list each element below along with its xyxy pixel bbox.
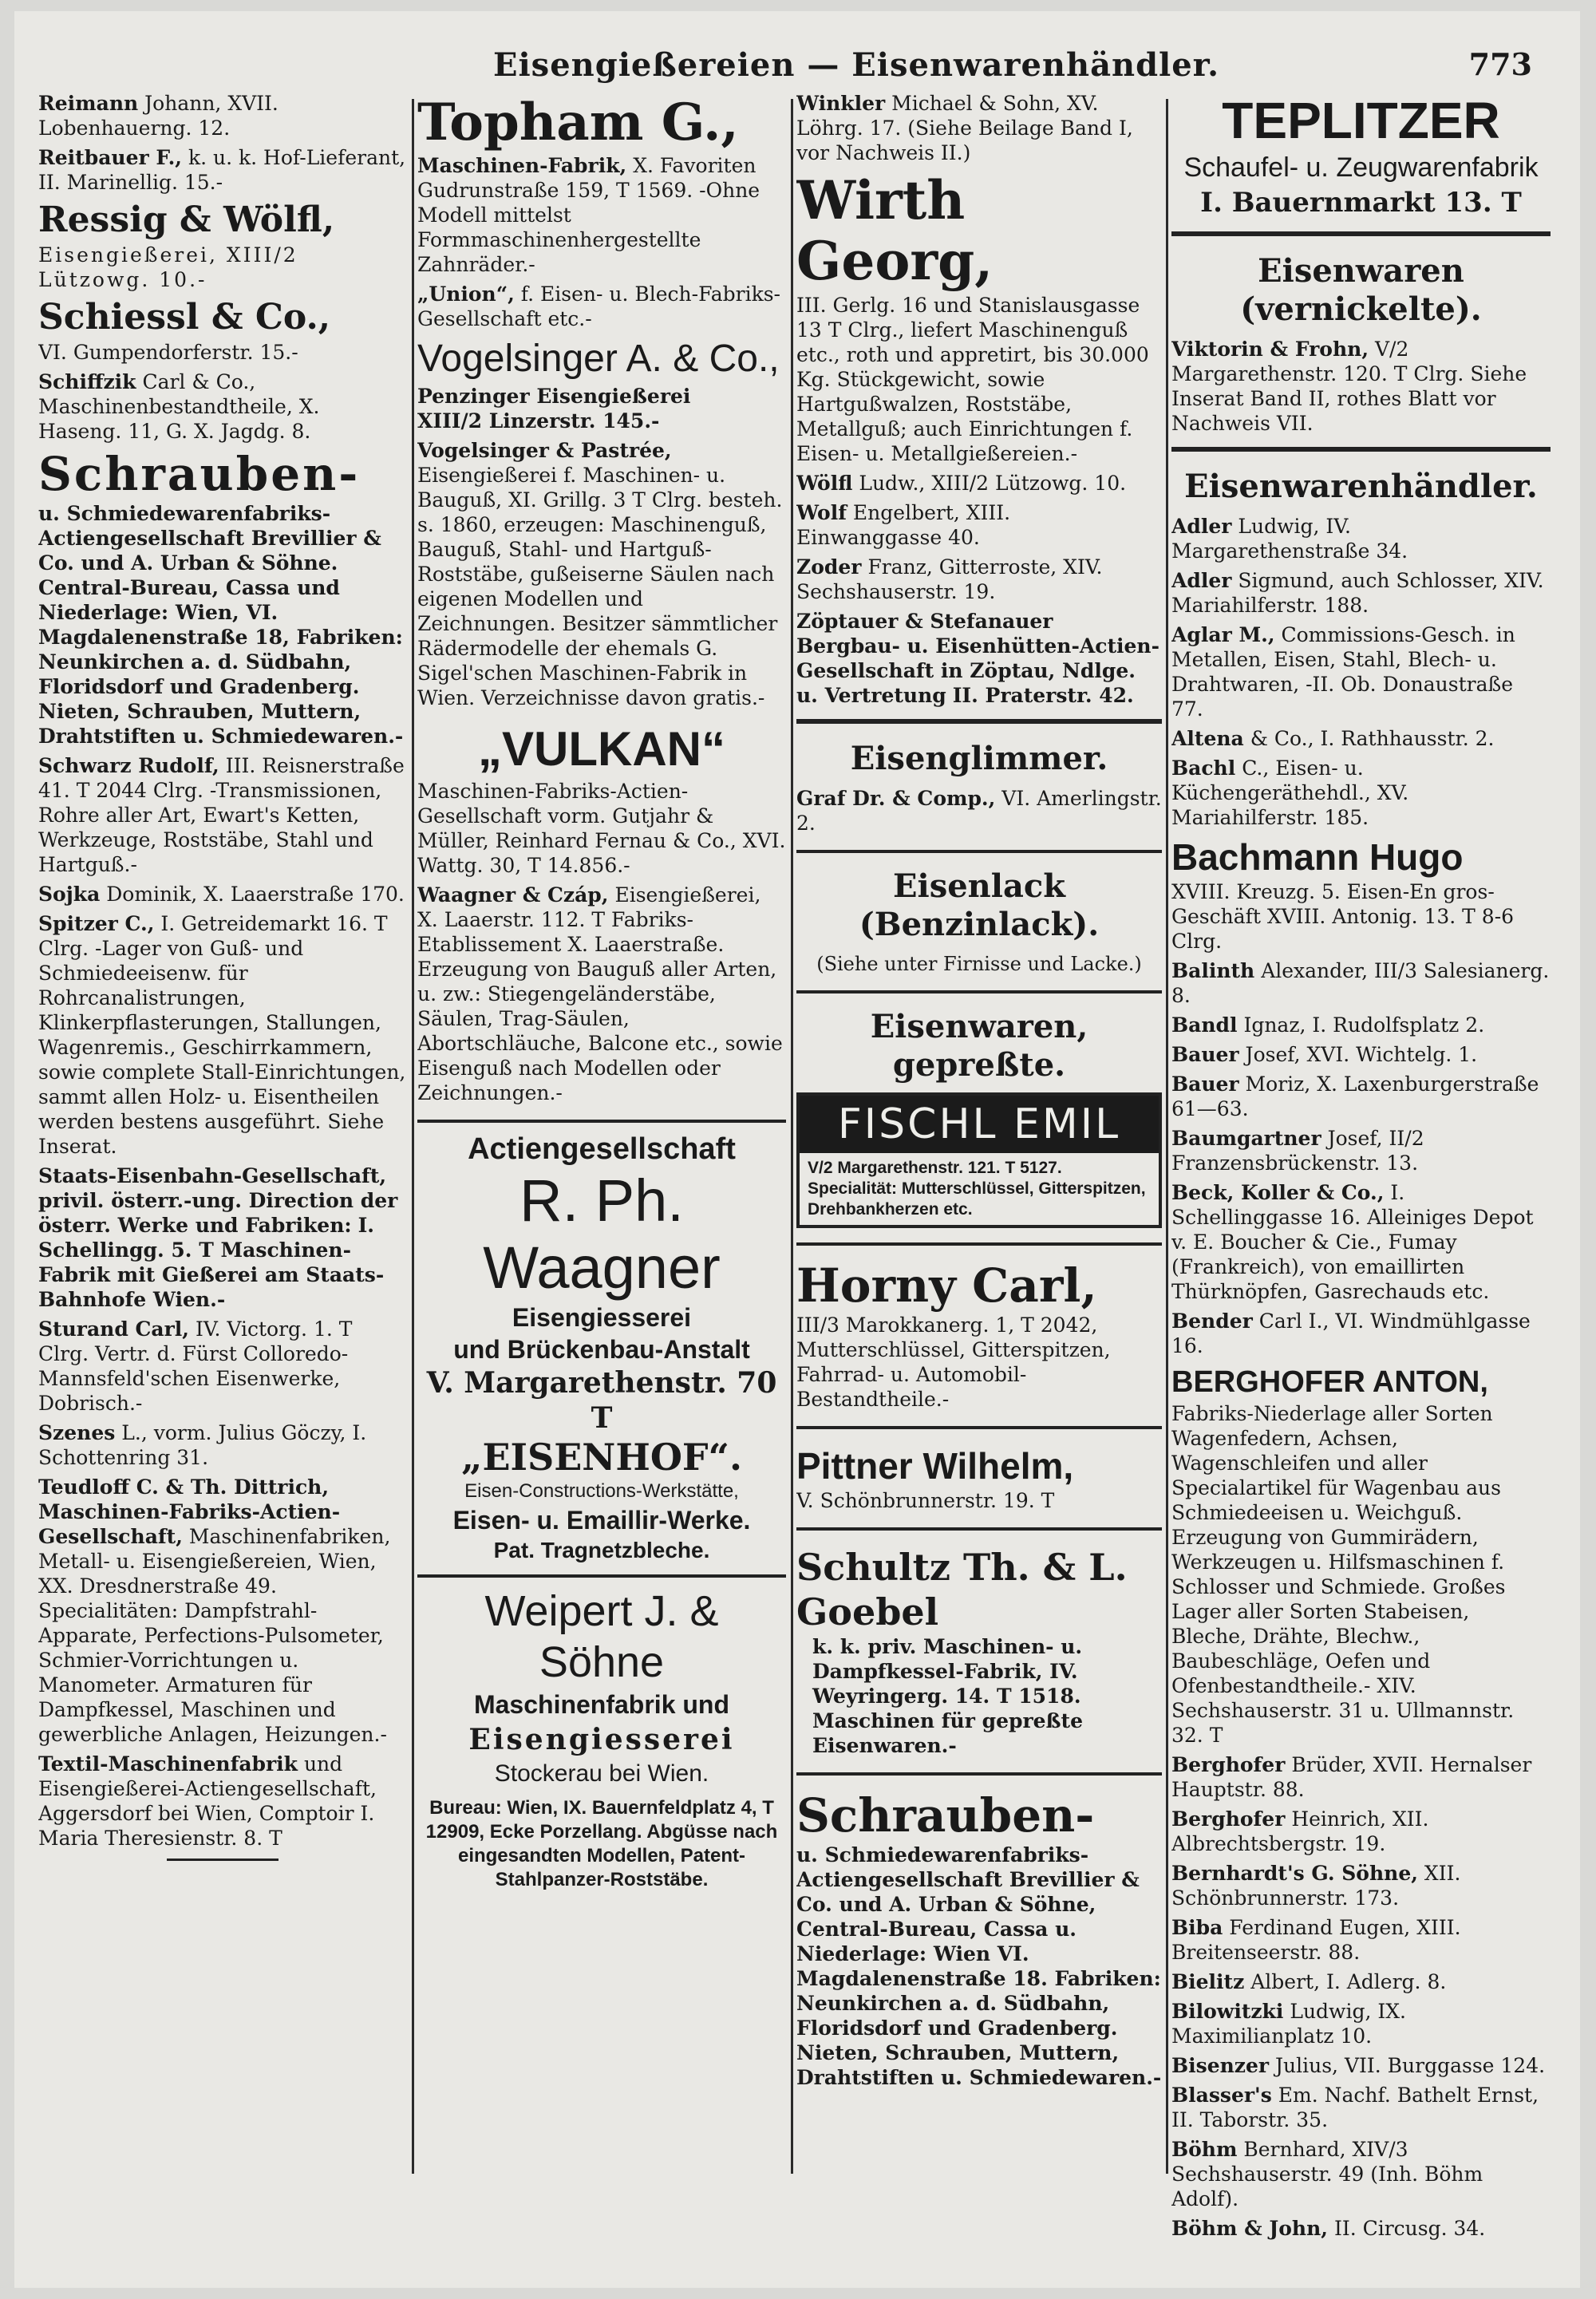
directory-page (14, 11, 1580, 2288)
page-number: 773 (1468, 46, 1532, 82)
list-item: Reitbauer F., k. u. k. Hof-Lieferant, II. Marinellig. 15.- (38, 146, 406, 194)
ad-line: V/2 Margarethenstr. 121. T 5127. Specialität: Mutterschlüssel, Gitterspitzen, Drehbankherzen etc. (808, 1159, 1146, 1219)
list-item: Bauer Moriz, X. Laxenburgerstraße 61—63. (1171, 1072, 1539, 1120)
list-item: Wölfl Ludw., XIII/2 Lützowg. 10. (796, 472, 1127, 495)
section-heading: Eisenlack (Benzinlack). (859, 867, 1100, 943)
divider (796, 1426, 1162, 1429)
list-item: Zoder Franz, Gitterroste, XIV. Sechshauserstr. 19. (796, 555, 1103, 603)
company-heading: Schiessl & Co., (38, 297, 331, 338)
running-title: Eisengießereien — Eisenwarenhändler. (493, 46, 1220, 84)
list-item: Berghofer Heinrich, XII. Albrechtsbergstr. 19. (1171, 1807, 1429, 1855)
ad-line: „EISENHOF“. (460, 1436, 743, 1479)
list-item: III. Gerlg. 16 und Stanislausgasse 13 T Clrg., liefert Maschinenguß etc., roth und appretirt, bis 30.000 Kg. Stückgewicht, sowie Hartgußwalzen, Roststäbe, Metallguß; auch Einrichtungen f. Eisen- u. Metallgießereien.- (796, 294, 1149, 465)
ad-line: Maschinenfabrik und (473, 1690, 730, 1719)
ad-line: Stockerau bei Wien. (494, 1760, 709, 1787)
ad-line: I. Bauernmarkt 13. T (1200, 187, 1522, 219)
ad-line: R. Ph. Waagner (483, 1167, 721, 1301)
ad-line: V. Margarethenstr. 70 T (426, 1366, 777, 1435)
list-item: Winkler Michael & Sohn, XV. Löhrg. 17. (Siehe Beilage Band I, vor Nachweis II.) (796, 92, 1133, 164)
ad-line: Bureau: Wien, IX. Bauernfeldplatz 4, T 12909, Ecke Porzellang. Abgüsse nach eingesandten Modellen, Patent-Stahlpanzer-Roststäbe. (425, 1797, 778, 1890)
ad-line: Eisengiesserei (468, 1723, 735, 1756)
list-item: Bachl C., Eisen- u. Küchengeräthehdl., XV. Mariahilferstr. 185. (1171, 756, 1409, 829)
list-item: III/3 Marokkanerg. 1, T 2042, Mutterschlüssel, Gitterspitzen, Fahrrad- u. Automobil-Bestandtheile.- (796, 1313, 1111, 1411)
ad-line: Pat. Tragnetzbleche. (493, 1538, 710, 1562)
list-item: Fabriks-Niederlage aller Sorten Wagenfedern, Achsen, Wagenschleifen und aller Specialartikel für Wagenbau aus Schmiedeeisen u. Weichguß. Erzeugung von Gummirädern, Werkzeugen u. Hilfsmaschinen f. Schlosser und Schmiede. Großes Lager aller Sorten Stabeisen, Bleche, Drähte, Blechw., Baubeschläge, Oefen und Ofenbestandtheile.- XIV. Sechshauserstr. 31 u. Ullmannstr. 32. T (1171, 1402, 1515, 1747)
company-heading: „VULKAN“ (478, 722, 725, 776)
column-rule (1166, 99, 1168, 2174)
page-header (14, 40, 1580, 88)
advertisement-fischl (796, 1092, 1162, 1228)
list-item: Bisenzer Julius, VII. Burggasse 124. (1171, 2054, 1546, 2077)
column-4 (1171, 91, 1551, 2246)
list-item: Sojka Dominik, X. Laaerstraße 170. (38, 883, 405, 906)
company-heading: Vogelsinger A. & Co., (417, 338, 780, 380)
divider (796, 990, 1162, 993)
list-item: Vogelsinger & Pastrée, Eisengießerei f. Maschinen- u. Bauguß, XI. Grillg. 3 T Clrg. besteh. s. 1860, erzeugen: Maschinenguß, Bauguß, Stahl- und Hartguß-Roststäbe, gußeiserne Säulen nach eigenen Modellen und Zeichnungen. Besitzer sämmtlicher Rädermodelle der ehemals G. Sigel'schen Maschinen-Fabrik in Wien. Verzeichnisse davon gratis.- (417, 439, 783, 709)
column-rule (412, 99, 414, 2174)
ad-line: Eisen- u. Emaillir-Werke. (452, 1506, 751, 1535)
company-heading: Schrauben- (38, 447, 361, 501)
divider (796, 850, 1162, 853)
list-item: Altena & Co., I. Rathhausstr. 2. (1171, 727, 1495, 750)
list-item: Eisengießerei, XIII/2 Lützowg. 10.- (38, 243, 298, 291)
list-item: Schwarz Rudolf, III. Reisnerstraße 41. T 2044 Clrg. -Transmissionen, Rohre aller Art, Ewart's Ketten, Werkzeuge, Roststäbe, Stahl und Hartguß.- (38, 754, 405, 876)
list-item: Bender Carl I., VI. Windmühlgasse 16. (1171, 1309, 1531, 1357)
list-item: Berghofer Brüder, XVII. Hernalser Hauptstr. 88. (1171, 1753, 1532, 1801)
list-item: k. k. priv. Maschinen- u. Dampfkessel-Fabrik, IV. Weyringerg. 14. T 1518. Maschinen für gepreßte Eisenwaren.- (812, 1635, 1084, 1757)
list-item: V. Schönbrunnerstr. 19. T (796, 1489, 1055, 1512)
company-heading: Wirth Georg, (796, 169, 994, 292)
list-item: Blasser's Em. Nachf. Bathelt Ernst, II. Taborstr. 35. (1171, 2084, 1539, 2131)
list-item: Waagner & Czáp, Eisengießerei, X. Laaerstr. 112. T Fabriks-Etablissement X. Laaerstraße. Erzeugung von Bauguß aller Arten, u. zw.: Stiegengeländerstäbe, Säulen, Trag-Säulen, Abortschläuche, Balcone etc., sowie Eisenguß nach Modellen oder Zeichnungen.- (417, 883, 783, 1104)
list-item: XVIII. Kreuzg. 5. Eisen-En gros-Geschäft XVIII. Antonig. 13. T 8-6 Clrg. (1171, 880, 1515, 953)
list-item: Bernhardt's G. Söhne, XII. Schönbrunnerstr. 173. (1171, 1862, 1461, 1910)
list-item: u. Schmiedewarenfabriks-Actiengesellschaft Brevillier & Co. und A. Urban & Söhne. Central-Bureau, Cassa und Niederlage: Wien, VI. Magdalenenstraße 18, Fabriken: Neunkirchen a. d. Südbahn, Floridsdorf und Gradenberg. Nieten, Schrauben, Muttern, Drahtstiften u. Schmiedewaren.- (38, 502, 404, 748)
list-item: Bilowitzki Ludwig, IX. Maximilianplatz 10. (1171, 2000, 1406, 2048)
list-item: Bauer Josef, XVI. Wichtelg. 1. (1171, 1043, 1478, 1066)
list-item: Balinth Alexander, III/3 Salesianerg. 8. (1171, 959, 1550, 1007)
company-heading: BERGHOFER ANTON, (1171, 1365, 1488, 1399)
list-item: „Union“, f. Eisen- u. Blech-Fabriks-Gesellschaft etc.- (417, 282, 781, 330)
list-item: Teudloff C. & Th. Dittrich, Maschinen-Fabriks-Actien-Gesellschaft, Maschinenfabriken, Metall- u. Eisengießereien, Wien, XX. Dresdnerstraße 49. Specialitäten: Dampfstrahl-Apparate, Perfections-Pulsometer, Schmier-Vorrichtungen u. Manometer. Armaturen für Dampfkessel, Maschinen und gewerbliche Anlagen, Heizungen.- (38, 1475, 391, 1746)
advertisement-weipert (417, 1574, 786, 1892)
list-item: Szenes L., vorm. Julius Göczy, I. Schottenring 31. (38, 1421, 367, 1469)
divider (167, 1859, 279, 1861)
ad-line: Weipert J. & Söhne (484, 1587, 719, 1686)
column-2 (417, 91, 786, 2246)
company-heading: Horny Carl, (796, 1258, 1097, 1313)
company-heading: TEPLITZER (1222, 92, 1500, 149)
section-heading: Eisenwaren, gepreßte. (870, 1008, 1088, 1084)
list-item: Penzinger Eisengießerei XIII/2 Linzerstr. 145.- (417, 385, 691, 433)
company-heading: Pittner Wilhelm, (796, 1445, 1074, 1487)
ad-line: FISCHL EMIL (800, 1096, 1159, 1153)
list-item: Adler Sigmund, auch Schlosser, XIV. Mariahilferstr. 188. (1171, 569, 1544, 617)
list-item: u. Schmiedewarenfabriks-Actiengesellschaft Brevillier & Co. und A. Urban & Söhne, Central-Bureau, Cassa u. Niederlage: Wien VI. Magdalenenstraße 18. Fabriken: Neunkirchen a. d. Südbahn, Floridsdorf und Gradenberg. Nieten, Schrauben, Muttern, Drahtstiften u. Schmiedewaren.- (796, 1843, 1162, 2089)
column-3 (796, 91, 1162, 2246)
list-item: Wolf Engelbert, XIII. Einwanggasse 40. (796, 501, 1011, 549)
ad-line: und Brückenbau-Anstalt (453, 1335, 750, 1364)
divider (1171, 447, 1551, 452)
section-heading: Eisenwaren (vernickelte). (1240, 252, 1482, 328)
divider (796, 1242, 1162, 1246)
list-item: Biba Ferdinand Eugen, XIII. Breitenseerstr. 88. (1171, 1916, 1461, 1964)
list-item: Viktorin & Frohn, V/2 Margarethenstr. 120. T Clrg. Siehe Inserat Band II, rothes Blatt vor Nachweis VII. (1171, 338, 1527, 435)
divider (796, 1772, 1162, 1776)
ad-line: Eisengiesserei (512, 1303, 692, 1332)
list-item: Maschinen-Fabrik, X. Favoriten Gudrunstraße 159, T 1569. -Ohne Modell mittelst Formmaschinenhergestellte Zahnräder.- (417, 154, 760, 276)
list-item: Adler Ludwig, IV. Margarethenstraße 34. (1171, 515, 1408, 563)
list-item: Aglar M., Commissions-Gesch. in Metallen, Eisen, Stahl, Blech- u. Drahtwaren, -II. Ob. Donaustraße 77. (1171, 623, 1515, 721)
list-item: Bandl Ignaz, I. Rudolfsplatz 2. (1171, 1013, 1485, 1037)
list-item: Baumgartner Josef, II/2 Franzensbrückenstr. 13. (1171, 1127, 1424, 1175)
list-item: Zöptauer & Stefanauer Bergbau- u. Eisenhütten-Actien-Gesellschaft in Zöptau, Ndlge. u. Vertretung II. Praterstr. 42. (796, 610, 1159, 707)
list-item: Sturand Carl, IV. Victorg. 1. T Clrg. Vertr. d. Fürst Colloredo-Mannsfeld'schen Eisenwerke, Dobrisch.- (38, 1317, 353, 1415)
ad-line: Schaufel- u. Zeugwarenfabrik (1183, 152, 1539, 183)
column-1 (38, 91, 407, 2246)
list-item: Bielitz Albert, I. Adlerg. 8. (1171, 1970, 1447, 1993)
ad-line: Eisen-Constructions-Werkstätte, (464, 1480, 739, 1502)
company-heading: Ressig & Wölfl, (38, 199, 335, 240)
column-rule (791, 99, 793, 2174)
company-heading: Schrauben- (796, 1788, 1095, 1843)
advertisement-waagner (417, 1120, 786, 1565)
list-item: Reimann Johann, XVII. Lobenhauerng. 12. (38, 92, 279, 140)
divider (1171, 231, 1551, 236)
list-item: Textil-Maschinenfabrik und Eisengießerei-Actiengesellschaft, Aggersdorf bei Wien, Comptoir I. Maria Theresienstr. 8. T (38, 1752, 377, 1850)
list-item: VI. Gumpendorferstr. 15.- (38, 341, 298, 364)
company-heading: Bachmann Hugo (1171, 836, 1464, 878)
list-item: Beck, Koller & Co., I. Schellinggasse 16. Alleiniges Depot v. E. Boucher & Cie., Fumay (Frankreich), von emaillirten Thürknöpfen, Gasrechauds etc. (1171, 1181, 1534, 1303)
list-item: Staats-Eisenbahn-Gesellschaft, privil. österr.-ung. Direction der österr. Werke und Fabriken: I. Schellingg. 5. T Maschinen-Fabrik mit Gießerei am Staats-Bahnhofe Wien.- (38, 1164, 398, 1311)
section-note: (Siehe unter Firnisse und Lacke.) (816, 953, 1142, 975)
company-heading: Schultz Th. & L. Goebel (796, 1546, 1128, 1633)
section-heading: Eisenglimmer. (850, 740, 1108, 777)
section-heading: Eisenwarenhändler. (1184, 468, 1538, 505)
list-item: Schiffzik Carl & Co., Maschinenbestandtheile, X. Haseng. 11, G. X. Jagdg. 8. (38, 370, 320, 443)
list-item: Böhm & John, II. Circusg. 34. (1171, 2217, 1486, 2240)
divider (796, 1527, 1162, 1531)
divider (796, 719, 1162, 724)
list-item: Spitzer C., I. Getreidemarkt 16. T Clrg. -Lager von Guß- und Schmiedeeisenw. für Rohrcanalistrungen, Klinkerpflasterungen, Stallungen, Wagenremis., Geschirrkammern, sowie complete Stall-Einrichtungen, sammt allen Holz- u. Eisentheilen werden bestens ausgeführt. Siehe Inserat. (38, 912, 406, 1158)
list-item: Böhm Bernhard, XIV/3 Sechshauserstr. 49 (Inh. Böhm Adolf). (1171, 2138, 1483, 2210)
list-item: Maschinen-Fabriks-Actien-Gesellschaft vorm. Gutjahr & Müller, Reinhard Fernau & Co., XVI. Wattg. 30, T 14.856.- (417, 780, 786, 877)
ad-line: Actiengesellschaft (468, 1132, 736, 1166)
list-item: Graf Dr. & Comp., VI. Amerlingstr. 2. (796, 787, 1162, 835)
company-heading: Topham G., (417, 93, 739, 152)
